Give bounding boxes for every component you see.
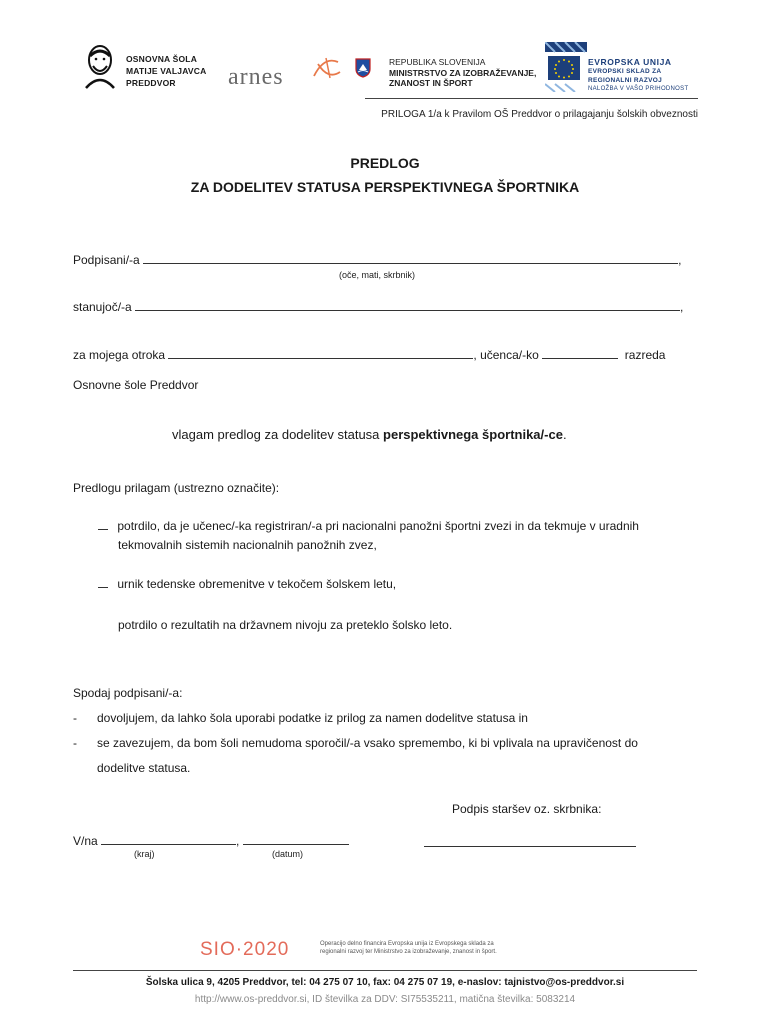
place-field[interactable] <box>101 833 236 845</box>
attachments-heading: Predlogu prilagam (ustrezno označite): <box>73 481 280 495</box>
eu-flag-icon <box>545 42 587 92</box>
header-divider <box>365 98 698 99</box>
date-field[interactable] <box>243 833 349 845</box>
bullet-dash: - <box>73 711 77 725</box>
arnes-logo: arnes <box>228 64 284 90</box>
signatory-name-field[interactable] <box>143 252 678 264</box>
slovenia-coat-of-arms-icon <box>355 58 371 78</box>
sio-2020-logo: SIO·2020 <box>200 939 290 960</box>
child-name-field[interactable] <box>168 347 473 359</box>
school-logo-portrait <box>80 42 120 90</box>
attachment-item-1: potrdilo, da je učenec/-ka registriran/-a pri nacionalni panožni športni zvezi in da tekmuje v uradnih <box>98 519 639 533</box>
school-name-line: Osnovne šole Preddvor <box>73 378 199 392</box>
school-address: Šolska ulica 9, 4205 Preddvor, tel: 04 275 07 10, fax: 04 275 07 19, e-naslov: tajnistvo@os-preddvor.si <box>145 977 625 988</box>
attachment-item-3: potrdilo o rezultatih na državnem nivoju za preteklo šolsko leto. <box>118 618 453 632</box>
signature-label: Podpis staršev oz. skrbnika: <box>452 802 602 816</box>
ministry-name: REPUBLIKA SLOVENIJA MINISTRSTVO ZA IZOBRAŽEVANJE, ZNANOST IN ŠPORT <box>389 57 537 88</box>
request-statement: vlagam predlog za dodelitev statusa perspektivnega športnika/-ce. <box>172 427 567 442</box>
funding-note: Operacijo delno financira Evropska unija iz Evropskega sklada za regionalni razvoj ter Ministrstvo za izobraževanje, znanost in šport. <box>320 941 497 955</box>
attachment-2-checkbox[interactable] <box>98 579 108 588</box>
residence-field[interactable] <box>135 299 680 311</box>
eu-fund-text: EVROPSKA UNIJA EVROPSKI SKLAD ZA REGIONALNI RAZVOJ NALOŽBA V VAŠO PRIHODNOST <box>588 57 689 92</box>
document-subtitle: ZA DODELITEV STATUSA PERSPEKTIVNEGA ŠPORTNIKA <box>190 179 580 195</box>
arnes-swirl-icon <box>310 54 342 82</box>
attachment-item-2: urnik tedenske obremenitve v tekočem šolskem letu, <box>98 577 396 591</box>
document-title: PREDLOG <box>350 155 420 171</box>
consent-statement: dovoljujem, da lahko šola uporabi podatke iz prilog za namen dodelitve statusa in <box>97 711 528 725</box>
declaration-heading: Spodaj podpisani/-a: <box>73 686 183 700</box>
attachment-reference: PRILOGA 1/a k Pravilom OŠ Preddvor o prilagajanju šolskih obveznosti <box>381 109 698 120</box>
signatory-hint: (oče, mati, skrbnik) <box>339 270 416 280</box>
attachment-item-1-cont: tekmovalnih sistemih nacionalnih panožnih zvez, <box>118 538 377 552</box>
school-name: OSNOVNA ŠOLA MATIJE VALJAVCA PREDDVOR <box>126 54 207 88</box>
signatory-row: Podpisani/-a , <box>73 253 682 267</box>
child-row: za mojega otroka , učenca/-ko razreda <box>73 348 666 362</box>
commitment-statement: se zavezujem, da bom šoli nemudoma sporočil/-a vsako spremembo, ki bi vplivala na upravičenost do <box>97 736 638 750</box>
grade-field[interactable] <box>542 347 618 359</box>
place-date-row: V/na , <box>73 833 349 848</box>
school-web-info: http://www.os-preddvor.si, ID številka za DDV: SI75535211, matična številka: 5083214 <box>194 994 576 1005</box>
signature-field[interactable] <box>424 835 636 847</box>
date-hint: (datum) <box>272 849 304 859</box>
residence-row: stanujoč/-a , <box>73 300 684 314</box>
bullet-dash: - <box>73 736 77 750</box>
attachment-1-checkbox[interactable] <box>98 521 108 530</box>
footer-divider <box>73 970 697 971</box>
commitment-statement-cont: dodelitve statusa. <box>97 761 191 775</box>
place-hint: (kraj) <box>134 849 155 859</box>
